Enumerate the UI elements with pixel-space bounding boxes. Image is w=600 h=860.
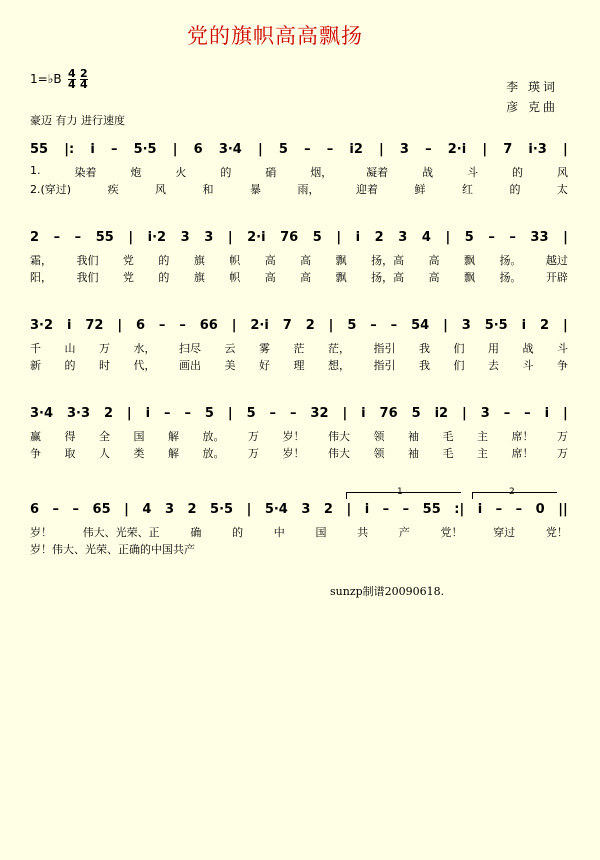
token: | — [482, 142, 488, 157]
token: – — [72, 502, 80, 517]
token: 太 — [556, 183, 568, 196]
token: 茫 — [293, 342, 305, 355]
token: 炮 — [130, 166, 142, 179]
token: 迎着 — [355, 183, 378, 196]
token: 主 — [477, 447, 488, 460]
volta-bracket-2 — [472, 487, 557, 499]
token: 战 — [522, 342, 534, 355]
token: 雾 — [259, 342, 270, 355]
token: 万 — [99, 342, 110, 355]
token: 党！ — [545, 526, 568, 539]
token: 染着 — [74, 166, 97, 179]
token: |: — [64, 142, 75, 157]
token: 2·i — [247, 230, 266, 245]
token: 高 — [300, 271, 312, 284]
volta-number: 2 — [509, 487, 515, 497]
token: – — [509, 230, 516, 245]
token: | — [231, 318, 237, 333]
token: 赢 — [30, 430, 41, 443]
token: 旗 — [193, 271, 205, 284]
token: 党！ — [440, 526, 463, 539]
token: 共 — [173, 543, 184, 556]
token: 争 — [30, 447, 41, 460]
token: || — [558, 502, 568, 517]
token: 5 — [464, 230, 474, 245]
time-sig-den: 4 — [80, 78, 88, 91]
token: 33 — [530, 230, 549, 245]
token: i — [145, 406, 151, 421]
token: 5·5 — [210, 502, 234, 517]
token: 领 — [373, 447, 385, 460]
token: 袖 — [408, 447, 419, 460]
token: 产 — [184, 543, 195, 556]
token: – — [370, 318, 377, 333]
token: | — [443, 318, 448, 333]
token: 32 — [310, 406, 329, 421]
token: | — [562, 406, 568, 421]
token: 全 — [99, 430, 110, 443]
token: 岁！ — [282, 430, 305, 443]
token: 我们 — [76, 271, 99, 284]
token: | — [124, 502, 129, 517]
token: 飘 — [463, 271, 475, 284]
token: – — [402, 502, 410, 517]
token: 3 — [164, 502, 174, 517]
token: 好 — [259, 359, 270, 372]
transcriber-signature: sunzp制谱20090618. — [330, 585, 445, 598]
token: 的 — [232, 526, 244, 539]
token: – — [289, 406, 297, 421]
token: 2 — [323, 502, 333, 517]
token: | — [328, 318, 334, 333]
token: 党 — [122, 271, 134, 284]
token: 高 — [428, 271, 440, 284]
token: | — [562, 318, 568, 333]
token: 战 — [422, 166, 434, 179]
token: 岁！ — [30, 543, 52, 556]
token: 2 — [540, 318, 550, 333]
token: 解 — [168, 430, 179, 443]
time-sig-num: 2 — [80, 67, 88, 80]
token: 的 — [140, 543, 151, 556]
token: | — [128, 230, 134, 245]
token: 画出 — [179, 359, 201, 372]
lyricist: 李 瑛词 — [506, 80, 558, 94]
token: 霜， — [30, 254, 52, 267]
token: – — [524, 406, 531, 421]
token: i·3 — [528, 142, 547, 157]
token: 5 — [246, 406, 256, 421]
token: 烟， — [310, 166, 333, 179]
token: 用 — [488, 342, 499, 355]
time-signature-a — [68, 69, 76, 90]
token: i — [544, 406, 550, 421]
token: | — [126, 406, 132, 421]
token: – — [164, 406, 171, 421]
token: 4 — [421, 230, 431, 245]
token: i — [355, 230, 361, 245]
token: 55 — [422, 502, 441, 517]
token: 类 — [133, 447, 145, 460]
token: 国 — [162, 543, 173, 556]
token: 领 — [373, 430, 385, 443]
token: 帜 — [229, 271, 241, 284]
token: 5 — [347, 318, 357, 333]
token: – — [52, 502, 60, 517]
token: i2 — [434, 406, 449, 421]
key-signature: 1=♭B — [30, 72, 62, 86]
token: | — [346, 502, 352, 517]
token: 代， — [133, 359, 156, 372]
token: 毛 — [442, 447, 454, 460]
token: 火 — [175, 166, 187, 179]
token: – — [158, 318, 166, 333]
token: 党 — [122, 254, 134, 267]
token: – — [503, 406, 511, 421]
token: 旗 — [193, 254, 205, 267]
token: 指引 — [373, 359, 396, 372]
token: 4 — [142, 502, 152, 517]
token: 的 — [512, 166, 524, 179]
token: 暴 — [250, 183, 262, 196]
token: 扫尽 — [179, 342, 201, 355]
token: – — [184, 406, 191, 421]
token: 国 — [315, 526, 327, 539]
lyrics-verse-1 — [30, 340, 568, 356]
token: 疾 — [107, 183, 119, 196]
token: – — [425, 142, 432, 157]
token: 主 — [477, 430, 488, 443]
token: 硝 — [265, 166, 277, 179]
token: | — [445, 230, 451, 245]
token: 越过 — [545, 254, 568, 267]
token: 得 — [64, 430, 76, 443]
volta-bracket-1 — [346, 487, 461, 499]
token: 3 — [461, 318, 471, 333]
token: i·2 — [147, 230, 167, 245]
token: 去 — [488, 359, 499, 372]
token: 2 — [305, 318, 315, 333]
token: i — [66, 318, 72, 333]
token: 穿过 — [493, 526, 516, 539]
token: – — [53, 230, 61, 245]
token: – — [74, 230, 82, 245]
token: | — [246, 502, 252, 517]
token: 伟大、光荣、正 — [52, 543, 129, 556]
token: 帜 — [229, 254, 241, 267]
lyrics-verse-2 — [30, 541, 568, 557]
token: 3·2 — [30, 318, 54, 333]
token: 5·4 — [264, 502, 288, 517]
token: 5·5 — [133, 142, 157, 157]
token: 席！ — [511, 430, 534, 443]
token: i — [90, 142, 95, 157]
lyrics-verse-1 — [30, 252, 568, 268]
token: 6 — [135, 318, 146, 333]
token: 席！ — [511, 447, 534, 460]
lyrics-verse-1 — [30, 524, 568, 540]
token: 茫， — [328, 342, 350, 355]
token: – — [110, 142, 118, 157]
token: 5 — [411, 406, 421, 421]
token: 时 — [99, 359, 110, 372]
token: 高 — [264, 254, 276, 267]
token: – — [179, 318, 186, 333]
token: 54 — [411, 318, 430, 333]
token: 风 — [155, 183, 167, 196]
tempo-marking: 豪迈 有力 进行速度 — [30, 114, 125, 127]
token: 2 — [103, 406, 113, 421]
token: 解 — [168, 447, 179, 460]
token: 的 — [509, 183, 521, 196]
token: i — [521, 318, 527, 333]
token: 共 — [357, 526, 369, 539]
token: 高 — [428, 254, 440, 267]
token: 5·5 — [484, 318, 508, 333]
token: 岁！ — [30, 526, 52, 539]
token: 想， — [328, 359, 350, 372]
notation — [30, 502, 568, 517]
token: 我们 — [76, 254, 99, 267]
token: 扬，高 — [371, 271, 405, 284]
token: 3·4 — [218, 142, 242, 157]
token: 毛 — [442, 430, 454, 443]
token: 7 — [503, 142, 513, 157]
lyrics-verse-2 — [30, 445, 568, 461]
notation — [30, 318, 568, 333]
token: 55 — [30, 142, 49, 157]
token: 2·i — [447, 142, 467, 157]
time-sig-num: 4 — [68, 67, 76, 80]
token: 的 — [220, 166, 232, 179]
token: 飘 — [335, 254, 347, 267]
token: 的 — [64, 359, 76, 372]
token: 3 — [398, 230, 408, 245]
token: 斗 — [557, 342, 568, 355]
token: i — [477, 502, 483, 517]
token: 水， — [133, 342, 156, 355]
token: 我 — [419, 359, 430, 372]
token: :| — [454, 502, 465, 517]
token: – — [304, 142, 311, 157]
token: i — [364, 502, 370, 517]
notation — [30, 230, 568, 245]
token: | — [342, 406, 348, 421]
time-signature-b — [80, 69, 88, 90]
token: 扬，高 — [371, 254, 405, 267]
token: 人 — [99, 447, 110, 460]
token: 袖 — [408, 430, 419, 443]
token: 0 — [535, 502, 545, 517]
token: – — [488, 230, 495, 245]
token: 66 — [199, 318, 218, 333]
token: 6 — [193, 142, 203, 157]
lyrics-verse-1 — [30, 428, 568, 444]
token: | — [379, 142, 384, 157]
token: 和 — [202, 183, 214, 196]
token: 风 — [556, 166, 568, 179]
token: 红 — [461, 183, 473, 196]
token: – — [390, 318, 398, 333]
token: 5 — [204, 406, 214, 421]
token: 放。 — [202, 447, 225, 460]
token: – — [515, 502, 523, 517]
token: 阳， — [30, 271, 52, 284]
token: 高 — [300, 254, 312, 267]
song-title: 党的旗帜高高飘扬 — [187, 24, 363, 48]
token: 扬。 — [499, 271, 522, 284]
token: 3 — [301, 502, 311, 517]
token: | — [117, 318, 123, 333]
token: 取 — [64, 447, 76, 460]
token: 们 — [453, 342, 465, 355]
token: 3 — [204, 230, 214, 245]
token: 2 — [187, 502, 197, 517]
lyrics-verse-2 — [30, 357, 568, 373]
token: 确 — [190, 526, 202, 539]
token: 55 — [95, 230, 114, 245]
notation — [30, 406, 568, 421]
time-sig-den: 4 — [68, 78, 76, 91]
token: 5 — [278, 142, 288, 157]
token: 72 — [85, 318, 104, 333]
token: i — [361, 406, 366, 421]
token: 鲜 — [414, 183, 426, 196]
token: 我 — [419, 342, 430, 355]
token: 的 — [158, 254, 170, 267]
token: i2 — [349, 142, 363, 157]
token: 争 — [557, 359, 568, 372]
token: 76 — [379, 406, 398, 421]
token: 飘 — [463, 254, 475, 267]
token: 中 — [273, 526, 285, 539]
token: | — [227, 406, 233, 421]
token: 中 — [151, 543, 162, 556]
token: 6 — [30, 502, 40, 517]
token: | — [227, 230, 233, 245]
token: | — [563, 142, 568, 157]
token: 万 — [557, 447, 568, 460]
token: 理 — [293, 359, 305, 372]
token: 万 — [557, 430, 568, 443]
token: 飘 — [335, 271, 347, 284]
token: 高 — [264, 271, 276, 284]
token: 3 — [180, 230, 190, 245]
token: 放。 — [202, 430, 225, 443]
token: | — [336, 230, 342, 245]
composer: 彦 克曲 — [506, 100, 558, 114]
token: 伟大 — [328, 447, 350, 460]
token: 2 — [374, 230, 384, 245]
token: 伟大 — [328, 430, 350, 443]
token: 指引 — [373, 342, 396, 355]
token: 开辟 — [545, 271, 568, 284]
token: – — [269, 406, 277, 421]
token: | — [172, 142, 178, 157]
token: 们 — [453, 359, 465, 372]
token: | — [563, 230, 568, 245]
token: 万 — [248, 447, 259, 460]
token: 凝着 — [366, 166, 389, 179]
token: 斗 — [522, 359, 534, 372]
token: – — [382, 502, 390, 517]
token: 2 — [30, 230, 40, 245]
token: | — [258, 142, 263, 157]
token: 2.(穿过) — [30, 183, 72, 196]
token: 岁！ — [282, 447, 305, 460]
lyrics-verse-1 — [30, 164, 568, 180]
notation — [30, 142, 568, 157]
token: – — [495, 502, 503, 517]
token: 斗 — [467, 166, 479, 179]
token: 的 — [158, 271, 170, 284]
token: 1. — [30, 164, 41, 177]
token: 2·i — [250, 318, 269, 333]
token: 山 — [64, 342, 76, 355]
token: 7 — [282, 318, 292, 333]
token: | — [462, 406, 467, 421]
lyrics-verse-2 — [30, 269, 568, 285]
token: 65 — [92, 502, 111, 517]
token: 3 — [399, 142, 409, 157]
token: 确 — [129, 543, 140, 556]
token: 国 — [133, 430, 145, 443]
token: 76 — [280, 230, 299, 245]
volta-number: 1 — [397, 487, 403, 497]
token: 扬。 — [499, 254, 522, 267]
token: 3·3 — [66, 406, 90, 421]
token: 千 — [30, 342, 41, 355]
token: 云 — [224, 342, 236, 355]
token: 3 — [480, 406, 490, 421]
lyrics-verse-2 — [30, 181, 568, 197]
token: 新 — [30, 359, 41, 372]
token: 产 — [398, 526, 410, 539]
token: 雨， — [297, 183, 320, 196]
token: 3·4 — [30, 406, 54, 421]
token: – — [326, 142, 334, 157]
token: 5 — [312, 230, 322, 245]
token: 伟大、光荣、正 — [82, 526, 160, 539]
token: 美 — [224, 359, 236, 372]
token: 万 — [248, 430, 259, 443]
